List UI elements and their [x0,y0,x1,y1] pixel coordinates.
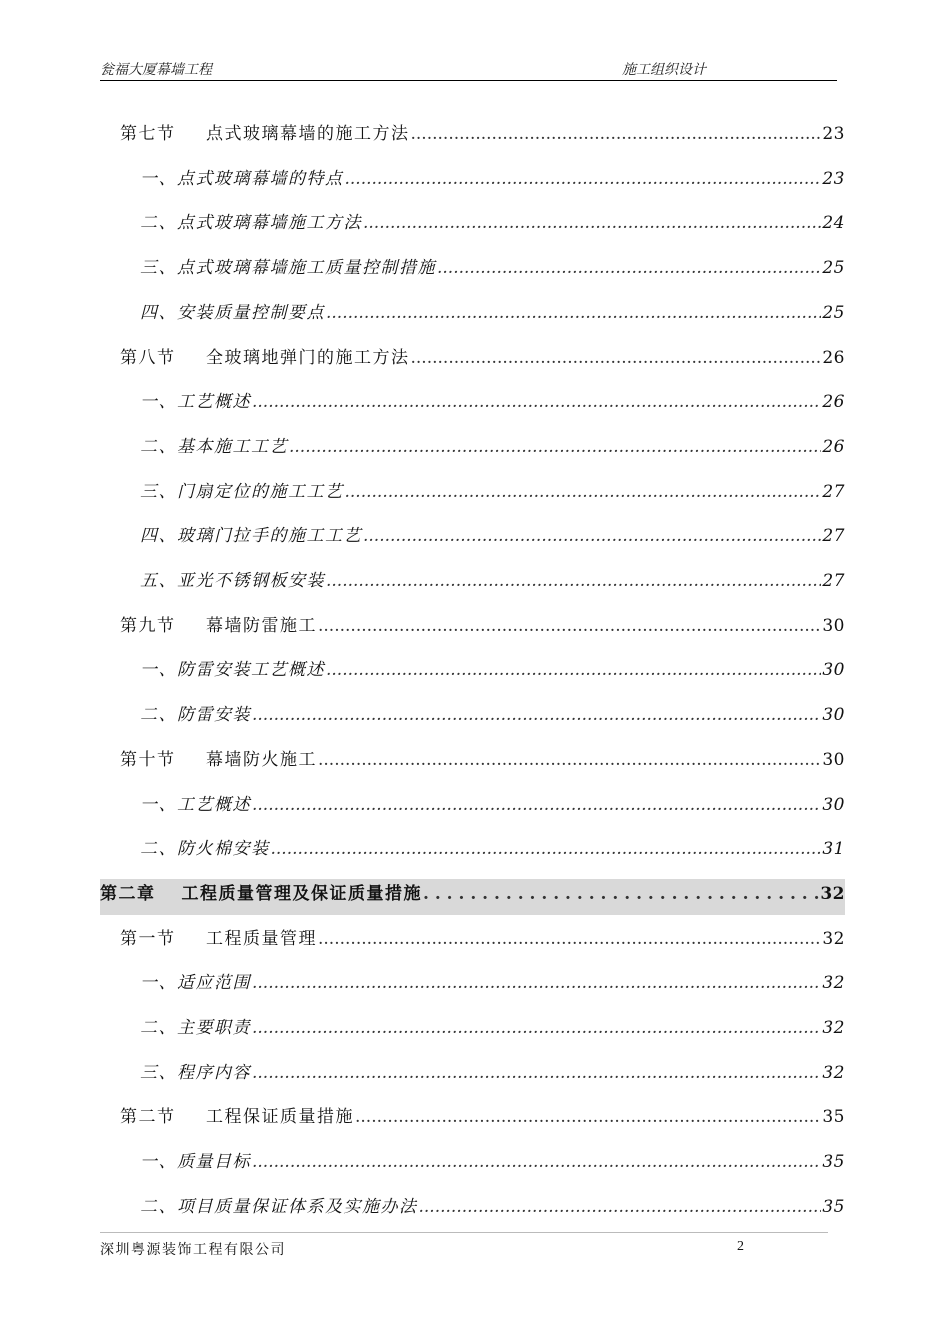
toc-leader-dots [318,929,821,949]
toc-entry-label [100,879,422,904]
toc-entry-title: 五、亚光不锈钢板安装 [140,571,325,591]
toc-entry[interactable] [140,387,845,423]
toc-page-number: 27 [822,481,845,502]
toc-page-number: 35 [822,1196,845,1217]
toc-leader-dots [252,392,821,412]
toc-section-number: 第八节 [120,347,176,368]
toc-entry-title: 二、主要职责 [140,1018,251,1038]
toc-entry-label [120,611,317,636]
toc-leader-dots [419,1197,822,1217]
toc-entry[interactable] [140,700,845,736]
toc-page-number: 26 [822,392,845,413]
toc-section-number: 第九节 [120,615,176,636]
toc-page-number: 25 [822,258,845,279]
toc-leader-dots [411,124,822,144]
toc-entry-label [140,208,362,233]
toc-entry[interactable] [120,611,845,647]
toc-entry-title: 三、程序内容 [140,1062,251,1083]
toc-leader-dots [252,1152,821,1172]
toc-entry[interactable] [140,298,845,334]
toc-entry-label [120,343,410,368]
toc-entry[interactable] [120,119,845,155]
toc-page-number: 31 [822,839,845,860]
toc-leader-dots [411,348,822,368]
toc-leader-dots [326,660,821,680]
toc-entry[interactable] [120,924,845,960]
toc-entry-title: 一、工艺概述 [140,794,251,815]
toc-entry[interactable] [140,1058,845,1094]
toc-entry-title: 三、点式玻璃幕墙施工质量控制措施 [140,258,436,279]
toc-entry-label [140,1058,251,1083]
toc-page-number: 30 [822,660,845,681]
toc-leader-dots [423,884,819,904]
toc-page-number: 30 [822,794,845,815]
toc-entry-label [140,968,251,993]
toc-entry-title: 工程质量管理及保证质量措施 [181,883,422,904]
toc-leader-dots [363,213,821,233]
toc-entry-title: 一、适应范围 [140,973,251,994]
toc-entry[interactable] [140,164,845,200]
toc-section-number: 第十节 [120,749,176,770]
toc-entry-label [140,1192,418,1217]
toc-page-number: 23 [822,124,845,144]
toc-leader-dots [326,303,821,323]
toc-entry[interactable] [140,208,845,244]
toc-entry[interactable] [140,1013,845,1049]
toc-entry-label [140,477,344,502]
toc-page-number: 30 [822,615,845,636]
toc-entry[interactable] [140,655,845,691]
toc-entry-label [140,700,251,725]
toc-entry[interactable] [140,253,845,289]
footer-company-name: 深圳粤源装饰工程有限公司 [100,1242,286,1258]
page-header [100,62,837,81]
toc-page-number: 35 [822,1152,845,1173]
toc-entry-label [140,566,325,591]
toc-entry-label [120,1102,354,1127]
toc-entry-label [120,119,410,144]
toc-entry[interactable] [140,432,845,468]
toc-entry-title: 二、基本施工工艺 [140,436,288,457]
toc-entry-title: 幕墙防雷施工 [206,615,317,636]
toc-entry-title: 工程质量管理 [206,928,317,949]
toc-section-number: 第二节 [120,1107,176,1128]
toc-leader-dots [363,526,821,546]
toc-entry-label [140,432,288,457]
toc-entry-label [140,164,344,189]
toc-leader-dots [252,1018,821,1038]
toc-entry-title: 二、防雷安装 [140,705,251,726]
toc-entry[interactable] [120,343,845,379]
toc-leader-dots [318,750,821,770]
toc-entry-title: 一、工艺概述 [140,392,251,413]
toc-entry[interactable] [140,1147,845,1183]
toc-leader-dots [252,1063,821,1083]
toc-entry[interactable] [120,745,845,781]
toc-page-number: 32 [822,1018,845,1038]
toc-entry-label [120,745,317,770]
toc-entry-title: 一、点式玻璃幕墙的特点 [140,168,344,189]
toc-page-number: 27 [822,526,845,547]
toc-entry-label [140,655,325,680]
toc-entry-title: 全玻璃地弹门的施工方法 [206,347,410,368]
toc-leader-dots [252,795,821,815]
toc-leader-dots [289,437,821,457]
toc-page-number: 35 [822,1107,845,1128]
toc-page-number: 24 [822,213,845,234]
toc-entry-title: 二、点式玻璃幕墙施工方法 [140,213,362,234]
toc-leader-dots [252,973,821,993]
toc-page-number: 25 [822,302,845,323]
toc-entry-title: 一、质量目标 [140,1152,251,1173]
toc-entry[interactable] [140,521,845,557]
toc-page-number: 32 [822,928,845,949]
toc-entry-label [140,387,251,412]
toc-page-number: 30 [822,749,845,770]
toc-entry[interactable] [100,879,845,915]
toc-entry-label [140,298,325,323]
toc-entry-title: 二、防火棉安装 [140,839,270,860]
toc-entry-title: 工程保证质量措施 [206,1107,354,1128]
toc-entry-label [140,1013,251,1038]
toc-entry-title: 一、防雷安装工艺概述 [140,660,325,681]
toc-page-number: 32 [822,973,845,994]
toc-leader-dots [437,258,821,278]
toc-entry-label [140,834,270,859]
header-project-title: 瓮福大厦幕墙工程 [100,62,212,78]
toc-page-number: 32 [820,883,845,904]
toc-entry[interactable] [140,834,845,870]
toc-section-number: 第七节 [120,124,176,144]
toc-leader-dots [326,571,821,591]
toc-entry-title: 点式玻璃幕墙的施工方法 [206,124,410,144]
page-footer [100,1232,828,1257]
toc-page-number: 32 [822,1062,845,1083]
toc-entry-label [140,790,251,815]
toc-leader-dots [345,482,822,502]
toc-section-number: 第二章 [100,883,156,904]
toc-entry-label [140,521,362,546]
toc-leader-dots [345,169,822,189]
toc-entry-title: 四、玻璃门拉手的施工工艺 [140,526,362,547]
header-document-type: 施工组织设计 [622,62,706,78]
toc-entry-title: 四、安装质量控制要点 [140,302,325,323]
toc-entry[interactable] [140,566,845,602]
toc-page-number: 23 [822,168,845,189]
toc-leader-dots [318,616,821,636]
toc-entry[interactable] [140,1192,845,1228]
toc-page-number: 26 [822,436,845,457]
toc-entry[interactable] [140,477,845,513]
toc-page-number: 26 [822,347,845,368]
toc-entry[interactable] [120,1102,845,1138]
toc-entry[interactable] [140,968,845,1004]
toc-entry-title: 三、门扇定位的施工工艺 [140,481,344,502]
toc-page-number: 27 [822,571,845,591]
toc-entry-title: 幕墙防火施工 [206,749,317,770]
toc-entry-label [120,924,317,949]
toc-entry-label [140,253,436,278]
toc-leader-dots [271,839,822,859]
toc-leader-dots [252,705,821,725]
toc-page-number: 30 [822,705,845,726]
toc-entry-title: 二、项目质量保证体系及实施办法 [140,1196,418,1217]
toc-entry[interactable] [140,790,845,826]
toc-leader-dots [355,1107,821,1127]
footer-page-number: 2 [737,1239,746,1254]
toc-entry-label [140,1147,251,1172]
toc-section-number: 第一节 [120,928,176,949]
